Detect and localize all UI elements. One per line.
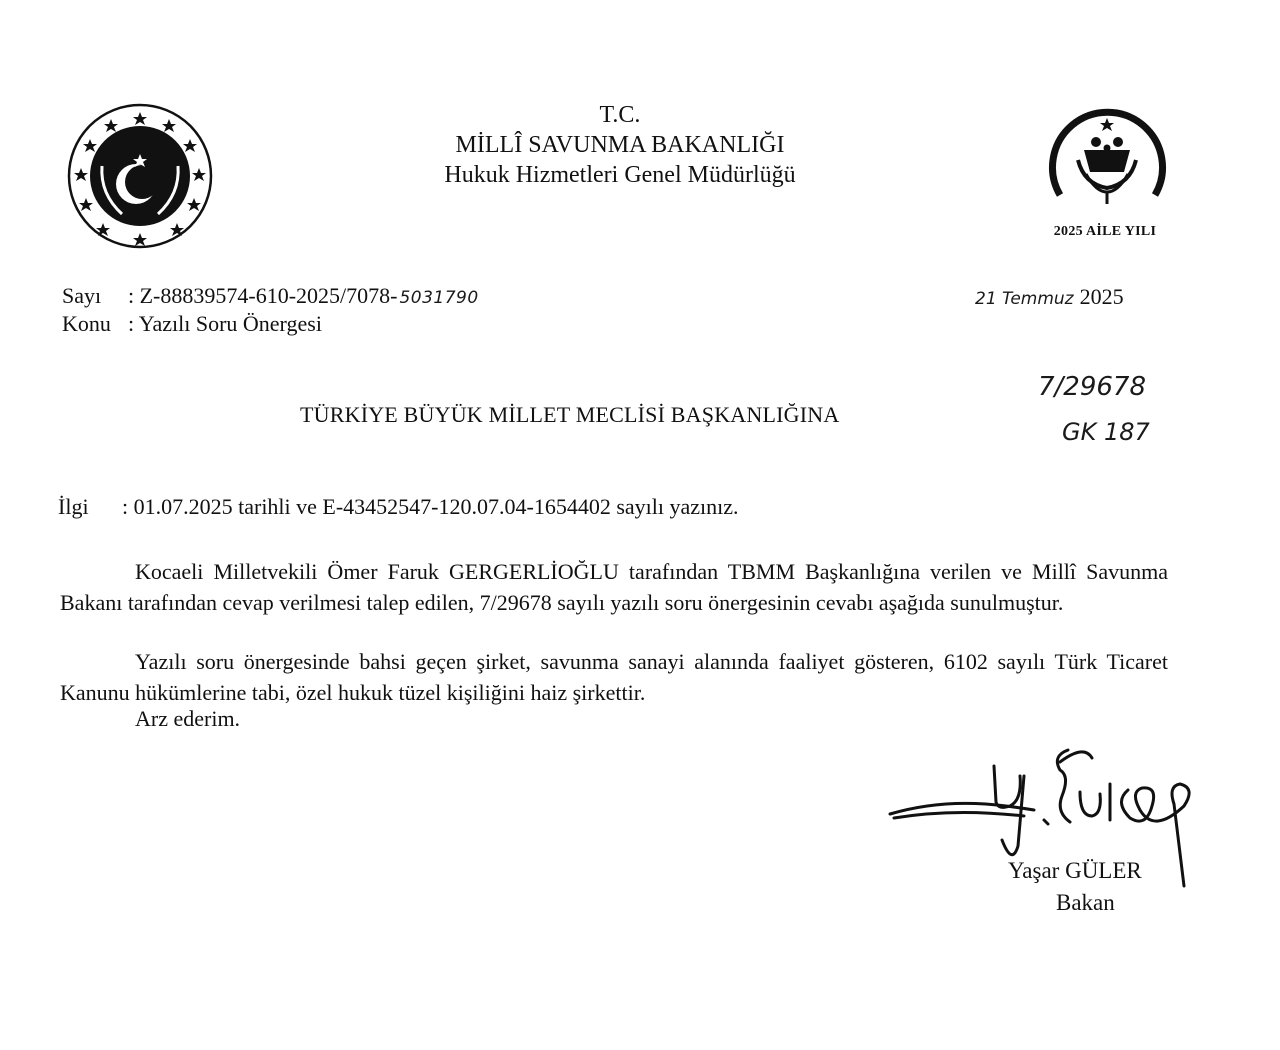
signer-title: Bakan <box>1056 890 1115 915</box>
subject-value: : Yazılı Soru Önergesi <box>128 311 322 336</box>
date-year: 2025 <box>1079 284 1124 309</box>
family-year-logo <box>1040 100 1175 210</box>
reference-value: : Z-88839574-610-2025/7078- <box>128 283 398 308</box>
subject-label: Konu <box>62 311 111 336</box>
reference-note-text: : 01.07.2025 tarihli ve E-43452547-120.07.04-1654402 sayılı yazınız. <box>122 494 739 519</box>
ministry-seal-logo <box>66 102 214 250</box>
reference-number-row <box>62 282 479 312</box>
state-name: T.C. <box>599 102 641 128</box>
handwritten-gk-number: GK 187 <box>1062 418 1150 446</box>
reference-note-label: İlgi <box>58 494 89 519</box>
department-name: Hukuk Hizmetleri Genel Müdürlüğü <box>444 162 796 188</box>
signer-name: Yaşar GÜLER <box>1008 858 1142 883</box>
date-handwritten: 21 Temmuz <box>975 289 1074 309</box>
reference-note-row <box>58 494 739 520</box>
reference-label: Sayı <box>62 283 102 308</box>
body-paragraph-2: Yazılı soru önergesinde bahsi geçen şirket, savunma sanayi alanında faaliyet gösteren, 6102 sayılı Türk Ticaret Kanunu hükümlerine tabi, özel hukuk tüzel kişiliğini haiz şirkettir. <box>60 649 1168 705</box>
reference-handwritten: 5031790 <box>399 288 479 308</box>
date-row <box>975 284 1124 310</box>
letterhead <box>380 100 860 190</box>
family-year-caption: 2025 AİLE YILI <box>1053 224 1157 239</box>
subject-row <box>62 310 322 338</box>
closing-line: Arz ederim. <box>135 706 241 731</box>
recipient-heading: TÜRKİYE BÜYÜK MİLLET MECLİSİ BAŞKANLIĞINA <box>300 402 840 427</box>
body-paragraph-1: Kocaeli Milletvekili Ömer Faruk GERGERLİOĞLU tarafından TBMM Başkanlığına verilen ve Millî Savunma Bakanı tarafından cevap verilmesi talep edilen, 7/29678 sayılı yazılı soru önergesinin cevabı aşağıda sunulmuştur. <box>60 559 1168 615</box>
handwritten-question-number: 7/29678 <box>1038 372 1147 402</box>
ministry-name: MİLLÎ SAVUNMA BAKANLIĞI <box>455 132 785 158</box>
